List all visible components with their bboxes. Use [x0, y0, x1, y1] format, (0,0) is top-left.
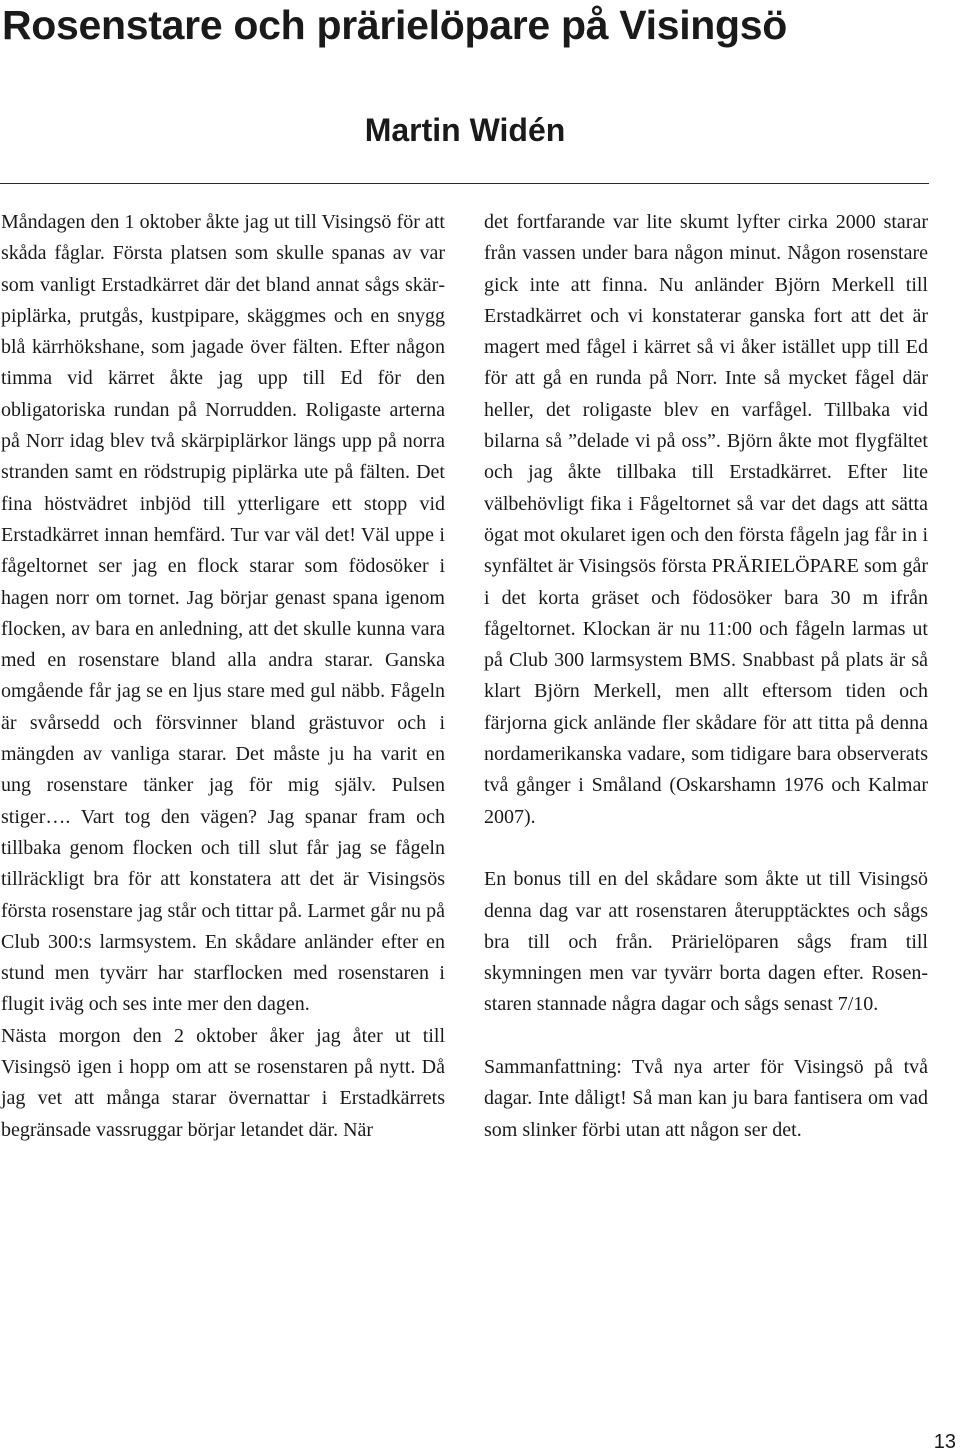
paragraph-spacer	[484, 833, 928, 864]
article-title: Rosenstare och prärielöpare på Visingsö	[2, 2, 788, 48]
paragraph: det fortfarande var lite skumt lyfter cirka 2000 starar från vassen under bara någon minut. Någon rosenstare gick inte att finna. Nu anländer Björn Merkell till Erstadkärret och vi konstaterar ganska fort att det är magert med fågel i kärret så vi åker istället upp till Ed för att gå en runda på Norr. Inte så mycket fågel där heller, det roligaste blev en varfågel. Tillbaka vid bilarna så ”delade vi på oss”. Björn åkte mot flygfältet och jag åkte tillbaka till Erstadkärret. Efter lite välbehövligt fika i Fågeltornet så var det dags att sätta ögat mot okularet igen och den första fågeln jag får in i synfältet är Visingsös första PRÄRIELÖPARE som går i det korta gräset och födosöker bara 30 m ifrån fågeltornet. Klockan är nu 11:00 och fågeln larmas ut på Club 300 larmsystem BMS. Snabbast på plats är så klart Björn Merkell, men allt eftersom tiden och färjorna gick anlände fler skådare för att titta på denna nordamerikanska vadare, som tidigare bara observerats två gånger i Småland (Oskarshamn 1976 och Kalmar 2007).	[484, 211, 928, 828]
paragraph: Nästa morgon den 2 oktober åker jag åter ut till Visingsö igen i hopp om att se rosenstaren på nytt. Då jag vet att många starar övernattar i Erstadkärrets begränsade vassruggar börjar letandet där. När	[1, 1024, 445, 1141]
paragraph: Måndagen den 1 oktober åkte jag ut till Visingsö för att skåda fåglar. Första platsen som skulle spanas av var som vanligt Erstadkärret där det bland annat sågs skärpiplärka, prutgås, kustpipare, skäggmes och en snygg blå kärrhökshane, som jagade över fälten. Efter någon timma vid kärret åkte jag upp till Ed för den obligatoriska rundan på Norrudden. Roligaste arterna på Norr idag blev två skärpiplärkor längs upp på norra stranden samt en rödstrupig piplärka ute på fälten. Det fina höstvädret inbjöd till ytterligare ett stopp vid Erstadkärret innan hemfärd. Tur var väl det! Väl uppe i fågeltornet ser jag en flock starar som födosöker i hagen norr om tornet. Jag börjar genast spana igenom flocken, av bara en anledning, att det skulle kunna vara med en rosenstare bland alla andra starar. Ganska omgående får jag se en ljus stare med gul näbb. Fågeln är svårsedd och försvinner bland grästuvor och i mängden av vanliga starar. Det måste ju ha varit en ung rosenstare tänker jag för mig själv. Pulsen stiger…. Vart tog den vägen? Jag spanar fram och tillbaka genom flocken och till slut får jag se fågeln tillräckligt bra för att konstatera att det är Visingsös första rosenstare jag står och tittar på. Larmet går nu på Club 300:s larmsystem. En skådare anländer efter en stund men tyvärr har starflocken med rosenstaren i flugit iväg och ses inte mer den dagen.	[1, 211, 445, 1016]
paragraph: En bonus till en del skådare som åkte ut till Visingsö denna dag var att rosenstaren återupptäcktes och sågs bra till och från. Prärielöparen sågs fram till skymningen men var tyvärr borta dagen efter. Rosenstaren stannade några dagar och sågs senast 7/10.	[484, 868, 928, 1016]
summary-paragraph: Sammanfattning: Två nya arter för Visingsö på två dagar. Inte dåligt! Så man kan ju bara fantisera om vad som slinker förbi utan att någon ser det.	[484, 1056, 928, 1141]
text-column-right	[484, 207, 928, 1146]
page-number: 13	[933, 1431, 956, 1453]
author-name: Martin Widén	[364, 112, 566, 148]
text-column-left	[1, 207, 445, 1146]
header-divider	[0, 183, 929, 184]
paragraph-spacer	[484, 1021, 928, 1052]
